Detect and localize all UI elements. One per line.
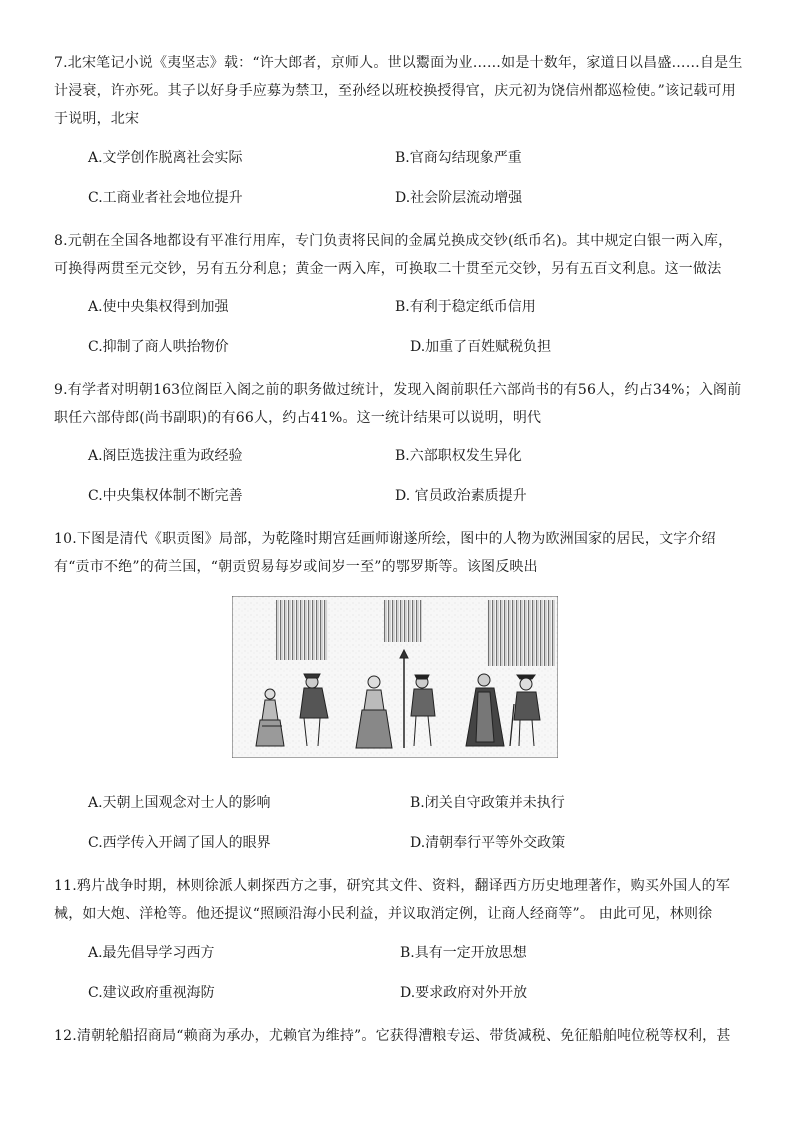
question-10-option-b: B.闭关自守政策并未执行 xyxy=(410,795,565,811)
question-9-option-a: A.阁臣选拔注重为政经验 xyxy=(88,448,243,464)
question-7-option-a: A.文学创作脱离社会实际 xyxy=(88,150,243,166)
question-number: 9. xyxy=(54,382,68,398)
question-number: 8. xyxy=(54,233,68,249)
question-9-option-b: B.六部职权发生异化 xyxy=(395,448,522,464)
question-11-stem xyxy=(54,872,744,928)
question-text: 有学者对明朝163位阁臣入阁之前的职务做过统计，发现入阁前职任六部尚书的有56人，约占34%；入阁前职任六部侍郎(尚书副职)的有66人，约占41%。这一统计结果可以说明，明代 xyxy=(54,382,742,426)
question-number: 7. xyxy=(54,55,68,71)
question-8-option-c: C.抑制了商人哄抬物价 xyxy=(88,339,229,355)
question-text: 鸦片战争时期，林则徐派人刺探西方之事，研究其文件、资料，翻译西方历史地理著作，购买外国人的军械，如大炮、洋枪等。他还提议“照顾沿海小民利益，并议取消定例，让商人经商等”。 由此可见，林则徐 xyxy=(54,878,731,922)
question-8-option-d: D.加重了百姓赋税负担 xyxy=(410,339,552,355)
question-11-option-c: C.建议政府重视海防 xyxy=(88,985,215,1001)
question-text: 清朝轮船招商局“赖商为承办，尤赖官为维持”。它获得漕粮专运、带货减税、免征船舶吨位税等权利，甚 xyxy=(76,1028,731,1044)
question-text: 下图是清代《职贡图》局部，为乾隆时期宫廷画师谢遂所绘，图中的人物为欧洲国家的居民，文字介绍有“贡市不绝”的荷兰国，“朝贡贸易每岁或间岁一至”的鄂罗斯等。该图反映出 xyxy=(54,531,716,575)
question-11-option-d: D.要求政府对外开放 xyxy=(400,985,528,1001)
calligraphy-block xyxy=(276,600,328,660)
question-11-option-a: A.最先倡导学习西方 xyxy=(88,945,215,961)
question-12-stem xyxy=(54,1022,744,1050)
question-7-option-d: D.社会阶层流动增强 xyxy=(395,190,523,206)
question-number: 11. xyxy=(54,878,77,894)
question-text: 北宋笔记小说《夷坚志》载：“许大郎者，京师人。世以鬻面为业……如是十数年，家道日以昌盛……自是生计浸衰，许亦死。其子以好身手应募为禁卫，至孙经以班校换授得官，庆元初为饶信州都巡检使。”该记载可用于说明，北宋 xyxy=(54,55,743,127)
question-7-option-b: B.官商勾结现象严重 xyxy=(395,150,522,166)
question-7-option-c: C.工商业者社会地位提升 xyxy=(88,190,243,206)
question-8-option-b: B.有利于稳定纸币信用 xyxy=(395,299,536,315)
question-8-option-a: A.使中央集权得到加强 xyxy=(88,299,229,315)
question-text: 元朝在全国各地都设有平准行用库，专门负责将民间的金属兑换成交钞(纸币名)。其中规定白银一两入库，可换得两贯至元交钞，另有五分利息；黄金一两入库，可换取二十贯至元交钞，另有五百文利息。这一做法 xyxy=(54,233,733,277)
question-10-option-c: C.西学传入开阔了国人的眼界 xyxy=(88,835,271,851)
question-7-stem xyxy=(54,49,744,133)
calligraphy-block xyxy=(384,600,422,642)
question-10-option-a: A.天朝上国观念对士人的影响 xyxy=(88,795,271,811)
calligraphy-block xyxy=(487,600,555,666)
question-11-option-b: B.具有一定开放思想 xyxy=(400,945,527,961)
question-number: 10. xyxy=(54,531,77,547)
question-9-option-c: C.中央集权体制不断完善 xyxy=(88,488,243,504)
question-number: 12. xyxy=(54,1028,77,1044)
question-10-option-d: D.清朝奉行平等外交政策 xyxy=(410,835,566,851)
question-10-stem xyxy=(54,525,744,581)
question-9-stem xyxy=(54,376,744,432)
zhigong-tu-illustration xyxy=(232,596,558,758)
question-8-stem xyxy=(54,227,744,283)
question-9-option-d: D. 官员政治素质提升 xyxy=(395,488,527,504)
